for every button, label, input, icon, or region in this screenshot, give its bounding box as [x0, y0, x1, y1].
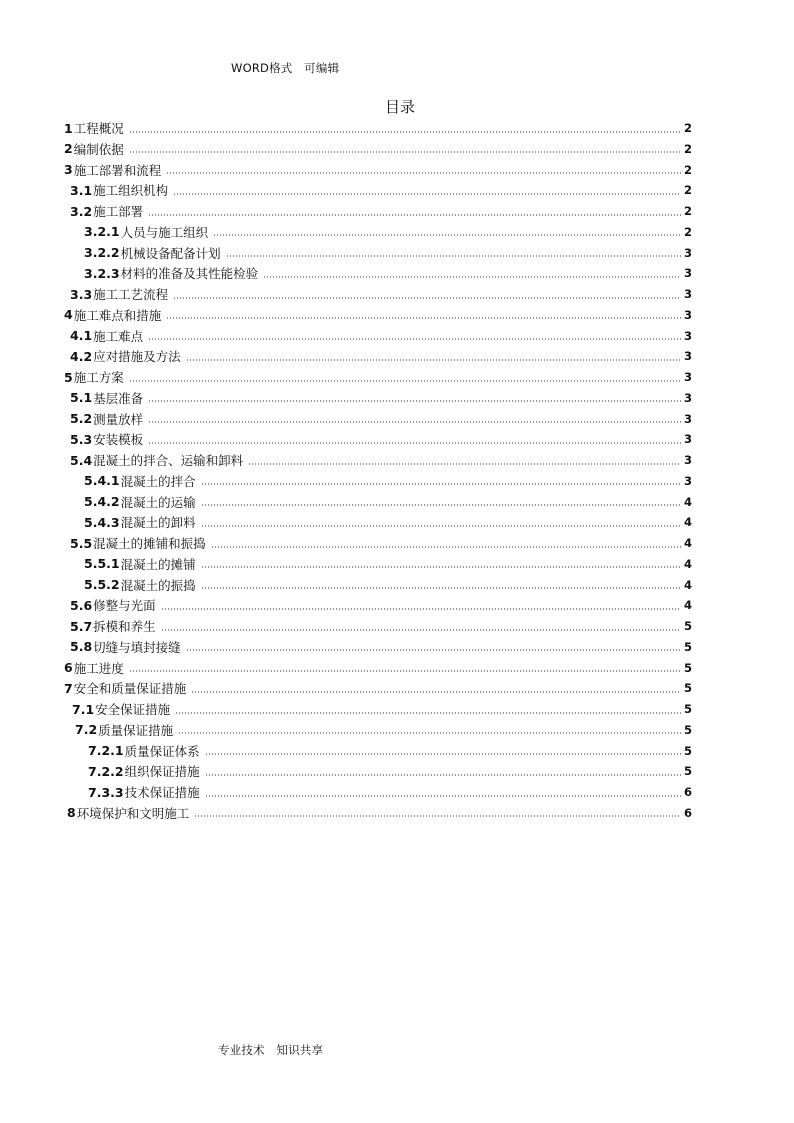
dot-leader: [213, 234, 681, 236]
toc-entry-number: 5.2: [70, 411, 93, 426]
toc-entry[interactable]: [64, 139, 692, 159]
toc-entry-label: 混凝土的拌合、运输和卸料: [93, 453, 244, 468]
toc-entry-number: 3.2.3: [84, 265, 120, 281]
page-footer: 专业技术 知识共享: [218, 1043, 324, 1057]
toc-entry[interactable]: [84, 243, 692, 263]
toc-entry-page-number: 3: [683, 432, 692, 447]
toc-entry[interactable]: [88, 741, 692, 761]
toc-entry[interactable]: [84, 512, 692, 532]
toc-entry[interactable]: [84, 222, 692, 242]
toc-entry-number: 2: [64, 141, 73, 157]
toc-entry[interactable]: [70, 201, 692, 221]
dot-leader: [205, 753, 681, 755]
toc-entry-label: 安全和质量保证措施: [73, 681, 187, 697]
toc-entry-page-number: 4: [683, 577, 692, 592]
toc-entry-number: 5.6: [70, 597, 93, 613]
toc-entry[interactable]: [64, 367, 692, 387]
toc-entry-page-number: 5: [683, 681, 692, 696]
page-header: WORD格式 可编辑: [231, 61, 340, 75]
toc-entry-page-number: 4: [683, 556, 692, 571]
toc-entry-number: 3.2.2: [84, 245, 120, 260]
toc-entry[interactable]: [70, 637, 692, 657]
toc-entry-page-number: 2: [683, 162, 692, 177]
toc-entry-label: 环境保护和文明施工: [76, 805, 190, 821]
toc-entry-page-number: 5: [683, 639, 692, 654]
toc-entry-label: 组织保证措施: [124, 764, 200, 780]
dot-leader: [201, 566, 681, 568]
toc-entry-number: 5.5: [70, 535, 93, 551]
toc-entry-number: 5.5.1: [84, 556, 120, 572]
dot-leader: [194, 815, 681, 817]
dot-leader: [178, 732, 681, 734]
toc-entry-number: 3.2: [70, 203, 93, 219]
toc-entry-page-number: 5: [683, 722, 692, 737]
dot-leader: [148, 338, 681, 340]
toc-entry-label: 施工难点和措施: [73, 307, 162, 323]
toc-entry-page-number: 2: [683, 141, 692, 156]
dot-leader: [201, 483, 681, 485]
toc-entry-label: 施工工艺流程: [93, 287, 169, 302]
dot-leader: [161, 608, 681, 610]
toc-entry-page-number: 3: [683, 307, 692, 322]
dot-leader: [148, 442, 681, 444]
dot-leader: [248, 463, 681, 465]
toc-entry-label: 混凝土的摊铺: [120, 556, 196, 572]
dot-leader: [148, 421, 681, 423]
toc-entry-page-number: 3: [683, 390, 692, 405]
dot-leader: [205, 795, 681, 797]
toc-entry[interactable]: [70, 450, 692, 470]
dot-leader: [166, 172, 681, 174]
toc-entry-label: 基层准备: [93, 390, 144, 406]
toc-entry[interactable]: [64, 678, 692, 698]
dot-leader: [129, 131, 681, 133]
toc-entry-number: 4: [64, 307, 73, 323]
toc-entry-number: 6: [64, 660, 73, 675]
toc-entry[interactable]: [64, 305, 692, 325]
dot-leader: [175, 712, 681, 714]
toc-title: 目录: [384, 98, 415, 116]
toc-entry-page-number: 4: [683, 536, 692, 550]
toc-entry-page-number: 3: [683, 287, 692, 301]
toc-entry-label: 安全保证措施: [95, 702, 171, 717]
toc-entry-label: 安装模板: [93, 432, 144, 448]
toc-entry[interactable]: [88, 782, 692, 802]
toc-entry-number: 1: [64, 120, 73, 136]
toc-entry-label: 施工进度: [73, 660, 124, 676]
toc-entry-page-number: 4: [683, 598, 692, 613]
toc-entry-label: 混凝土的运输: [120, 494, 196, 510]
toc-entry-page-number: 3: [683, 245, 692, 260]
toc-entry-page-number: 4: [683, 515, 692, 530]
toc-entry-number: 5.8: [70, 639, 93, 655]
toc-entry-label: 修整与光面: [93, 598, 156, 614]
toc-entry-label: 混凝土的摊铺和振捣: [93, 536, 206, 551]
toc-entry[interactable]: [70, 595, 692, 615]
toc-entry[interactable]: [84, 263, 692, 283]
dot-leader: [166, 317, 681, 319]
toc-entry-number: 7.1: [72, 701, 95, 717]
toc-entry-label: 混凝土的振捣: [120, 577, 196, 593]
dot-leader: [226, 255, 681, 257]
dot-leader: [148, 214, 681, 216]
toc-entry-page-number: 3: [683, 411, 692, 426]
toc-entry-number: 5: [64, 369, 73, 385]
toc-entry-number: 7.2: [75, 722, 98, 738]
dot-leader: [173, 193, 681, 195]
toc-entry-label: 测量放样: [93, 411, 144, 427]
toc-entry-label: 施工难点: [93, 328, 144, 344]
toc-entry-page-number: 3: [683, 453, 692, 467]
toc-entry-page-number: 5: [683, 660, 692, 675]
toc-entry[interactable]: [70, 388, 692, 408]
toc-entry[interactable]: [70, 346, 692, 366]
dot-leader: [186, 359, 681, 361]
toc-entry-label: 施工部署和流程: [73, 162, 162, 178]
toc-entry-number: 7.3.3: [88, 784, 124, 800]
toc-entry-label: 切缝与填封接缝: [93, 639, 181, 655]
dot-leader: [201, 587, 681, 589]
toc-entry-label: 混凝土的卸料: [120, 515, 196, 531]
toc-entry-label: 应对措施及方法: [93, 349, 181, 365]
toc-entry-label: 施工组织机构: [93, 183, 169, 199]
toc-entry-number: 3: [64, 162, 73, 177]
toc-entry-label: 材料的准备及其性能检验: [120, 266, 259, 282]
dot-leader: [173, 297, 681, 299]
toc-entry-number: 7.2.1: [88, 743, 124, 758]
toc-entry-page-number: 5: [683, 702, 692, 716]
dot-leader: [129, 380, 681, 382]
toc-entry[interactable]: [64, 160, 692, 180]
toc-entry[interactable]: [70, 284, 692, 304]
toc-entry-page-number: 5: [683, 764, 692, 779]
toc-entry[interactable]: [72, 699, 692, 719]
toc-entry-label: 工程概况: [73, 121, 124, 136]
dot-leader: [129, 670, 681, 672]
toc-entry[interactable]: [64, 118, 692, 138]
toc-entry-page-number: 2: [683, 224, 692, 239]
toc-entry-number: 4.2: [70, 348, 93, 364]
dot-leader: [191, 691, 681, 693]
toc-entry-number: 5.7: [70, 618, 93, 634]
toc-entry-label: 拆模和养生: [93, 619, 156, 634]
dot-leader: [201, 504, 681, 506]
toc-entry-page-number: 3: [683, 370, 692, 384]
toc-entry-number: 5.3: [70, 431, 93, 447]
toc-entry[interactable]: [70, 180, 692, 200]
toc-entry[interactable]: [70, 533, 692, 553]
toc-entry[interactable]: [84, 575, 692, 595]
toc-entry-number: 5.1: [70, 390, 93, 406]
toc-entry-page-number: 3: [683, 349, 692, 364]
toc-entry-page-number: 5: [683, 619, 692, 633]
toc-entry-number: 7: [64, 680, 73, 696]
dot-leader: [205, 774, 681, 776]
dot-leader: [129, 151, 681, 153]
dot-leader: [186, 649, 681, 651]
toc-entry-label: 技术保证措施: [124, 785, 200, 800]
toc-entry-number: 4.1: [70, 328, 93, 343]
toc-entry[interactable]: [88, 761, 692, 781]
toc-entry-page-number: 6: [683, 805, 692, 820]
toc-entry-page-number: 5: [683, 743, 692, 758]
toc-entry[interactable]: [70, 409, 692, 429]
dot-leader: [211, 546, 681, 548]
dot-leader: [201, 525, 681, 527]
toc-entry-number: 3.1: [70, 182, 93, 198]
toc-entry-number: 5.5.2: [84, 577, 120, 592]
toc-entry-label: 施工方案: [73, 370, 124, 385]
dot-leader: [148, 400, 681, 402]
toc-entry-number: 5.4.3: [84, 514, 120, 530]
toc-entry-label: 人员与施工组织: [120, 224, 209, 240]
toc-entry[interactable]: [70, 429, 692, 449]
toc-entry-label: 质量保证体系: [124, 743, 200, 759]
toc-entry-page-number: 6: [683, 785, 692, 799]
toc-entry-page-number: 2: [683, 183, 692, 198]
toc-entry[interactable]: [64, 658, 692, 678]
toc-entry-page-number: 3: [683, 328, 692, 343]
toc-entry-label: 机械设备配备计划: [120, 245, 221, 261]
dot-leader: [161, 629, 681, 631]
toc-entry[interactable]: [84, 554, 692, 574]
toc-entry-number: 3.2.1: [84, 224, 120, 240]
toc-entry-number: 5.4.2: [84, 494, 120, 509]
toc-entry-label: 编制依据: [73, 141, 124, 157]
toc-entry-number: 7.2.2: [88, 763, 124, 779]
toc-entry-number: 3.3: [70, 286, 93, 302]
toc-entry[interactable]: [84, 492, 692, 512]
toc-entry-page-number: 3: [683, 266, 692, 281]
toc-entry-label: 质量保证措施: [98, 722, 174, 738]
toc-entry[interactable]: [67, 803, 692, 823]
toc-entry-page-number: 2: [683, 121, 692, 135]
toc-entry-number: 5.4: [70, 452, 93, 468]
toc-entry-label: 混凝土的拌合: [120, 473, 196, 489]
toc-entry-label: 施工部署: [93, 204, 144, 219]
toc-entry[interactable]: [70, 326, 692, 346]
toc-entry[interactable]: [70, 616, 692, 636]
dot-leader: [263, 276, 681, 278]
toc-entry[interactable]: [75, 720, 692, 740]
toc-entry-page-number: 4: [683, 494, 692, 509]
toc-entry-page-number: 3: [683, 473, 692, 488]
toc-entry-page-number: 2: [683, 204, 692, 218]
toc-entry-number: 8: [67, 805, 76, 821]
toc-entry-number: 5.4.1: [84, 473, 120, 489]
toc-entry[interactable]: [84, 471, 692, 491]
